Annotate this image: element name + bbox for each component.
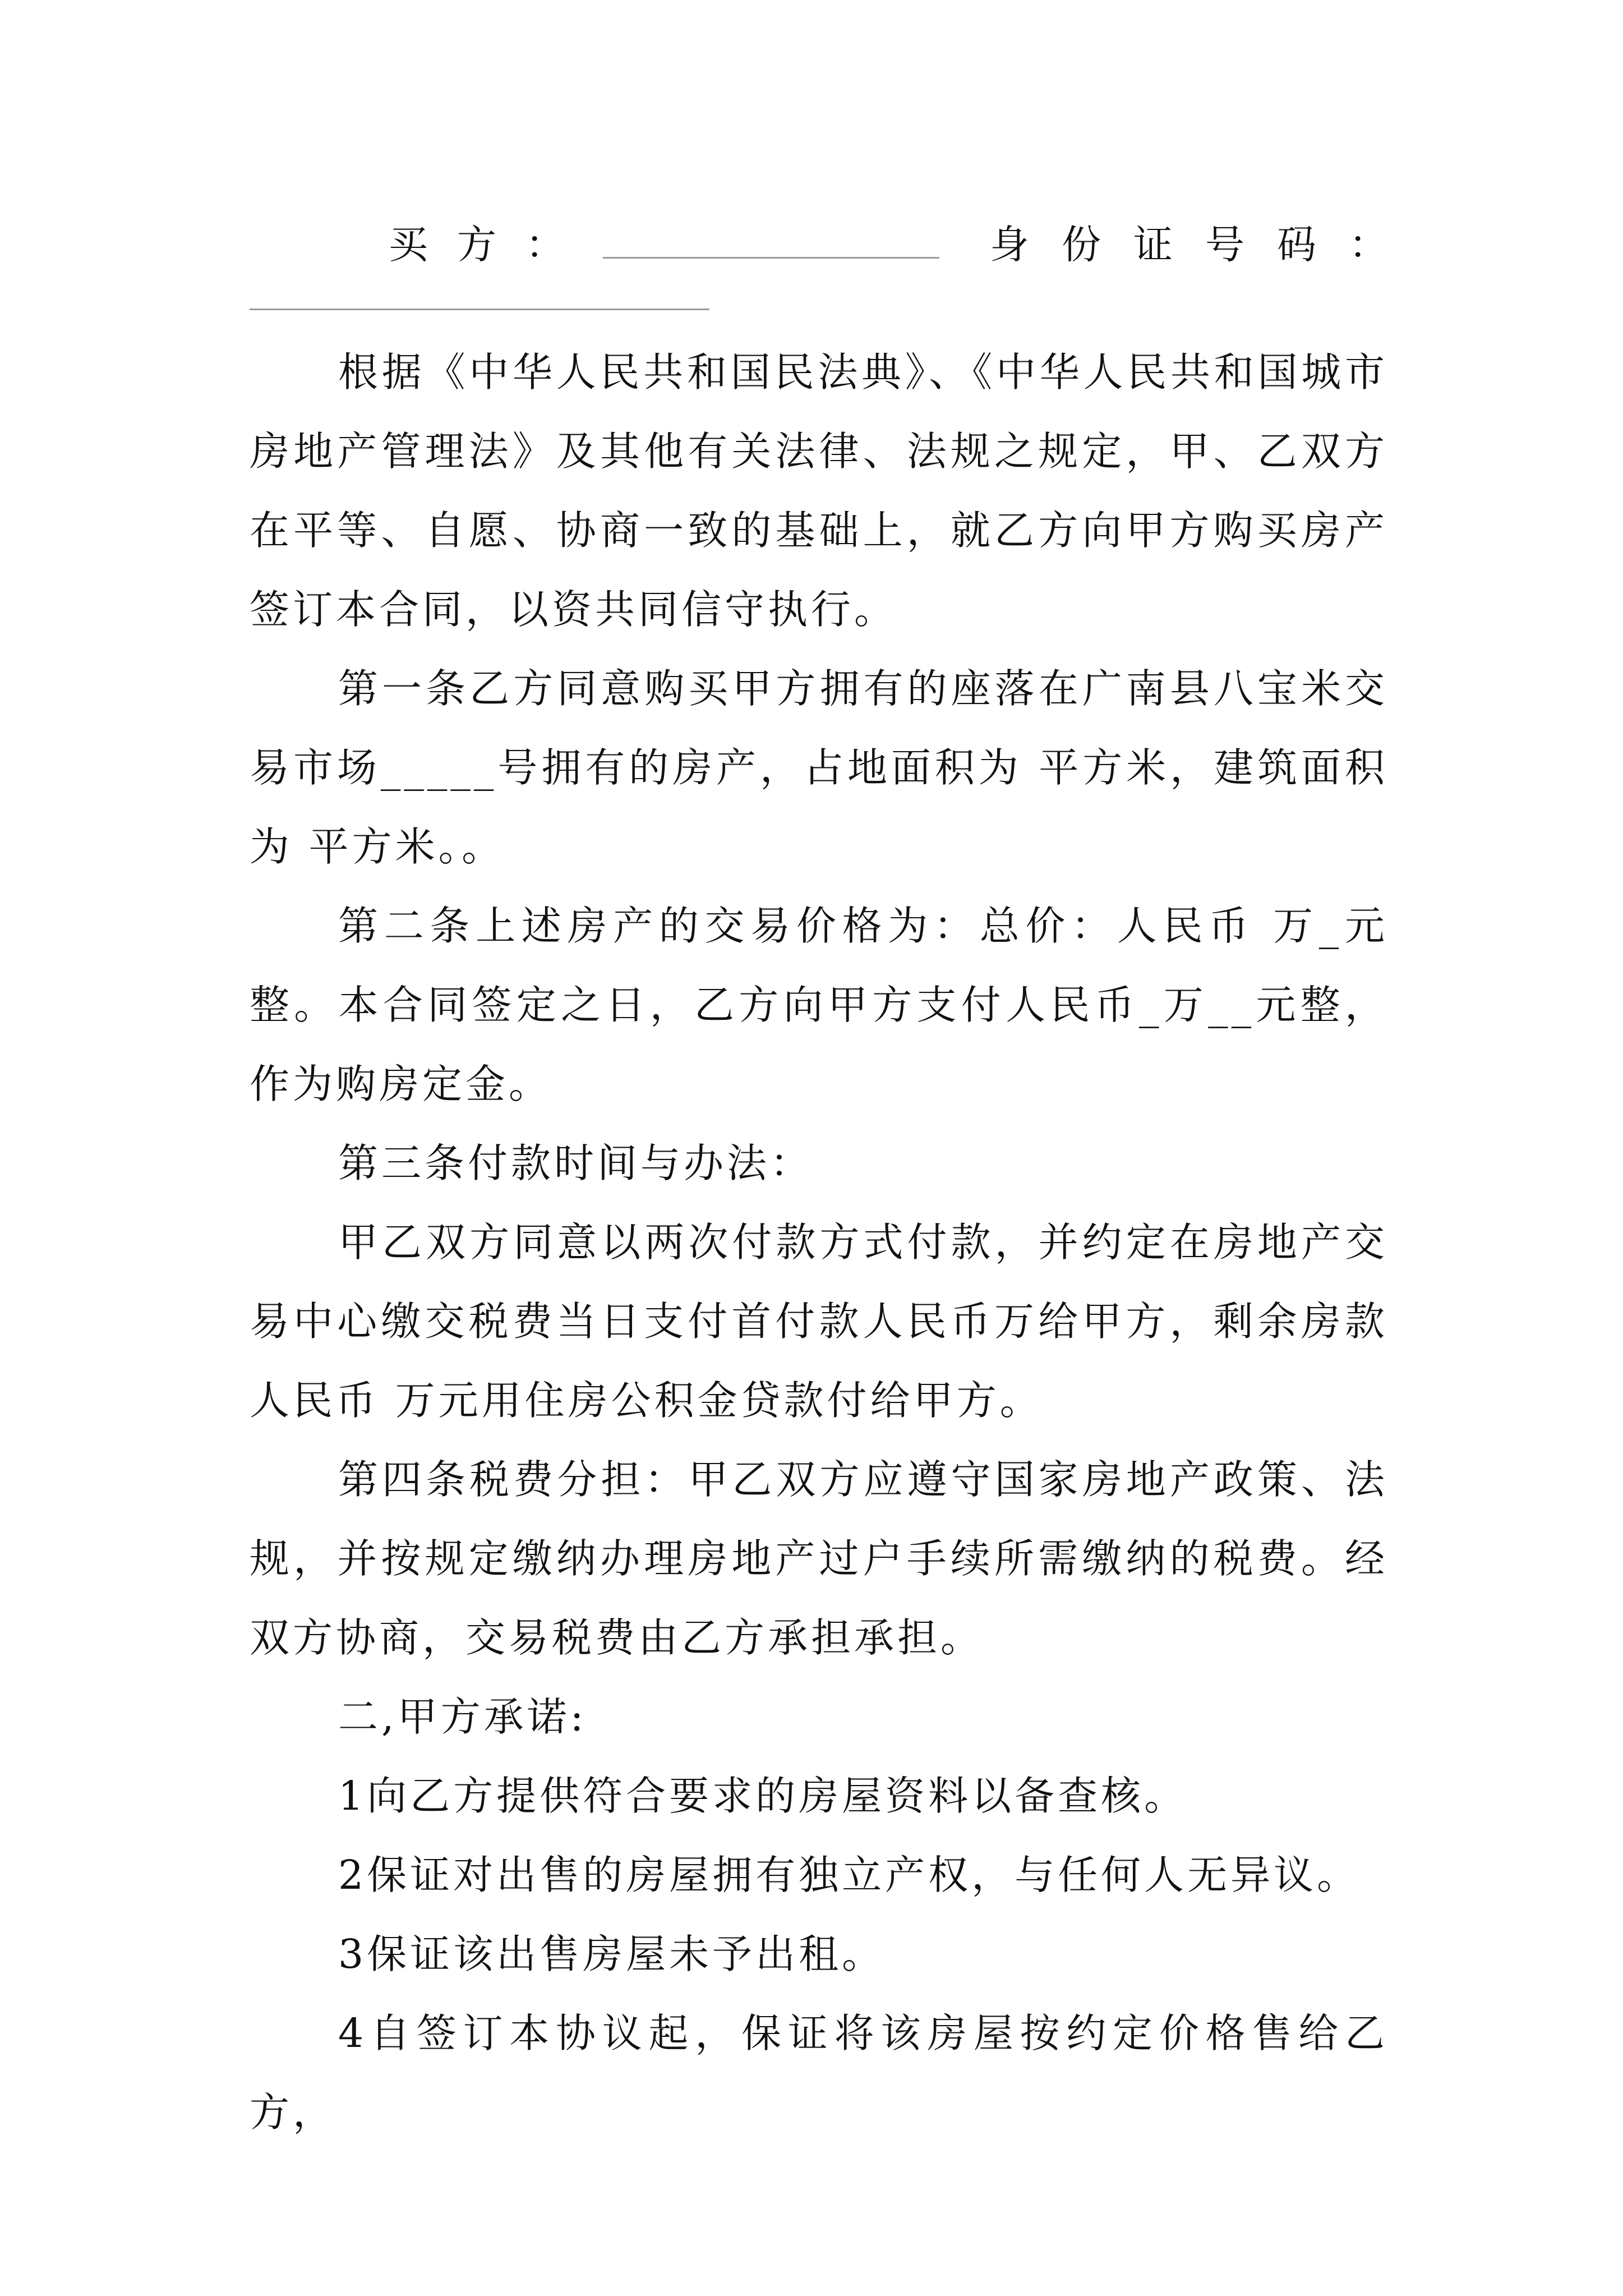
paragraph-party-a-promises: 二,甲方承诺: <box>338 1694 587 1740</box>
contract-body <box>250 333 1388 2152</box>
buyer-name-blank <box>603 257 939 259</box>
id-number-blank <box>250 309 709 310</box>
contract-page <box>250 202 1421 2152</box>
paragraph-article-4: 第四条税费分担：甲乙双方应遵守国家房地产政策、法规，并按规定缴纳办理房地产过户手续所需缴纳的税费。经双方协商，交易税费由乙方承担承担。 <box>250 1456 1388 1661</box>
paragraph-article-1: 第一条乙方同意购买甲方拥有的座落在广南县八宝米交易市场_____号拥有的房产，占地面积为 平方米，建筑面积为 平方米。。 <box>250 665 1388 870</box>
paragraph-article-3: 第三条付款时间与办法： <box>338 1140 814 1186</box>
buyer-label: 买方： <box>389 222 594 268</box>
paragraph-article-2: 第二条上述房产的交易价格为：总价：人民币 万_元整。本合同签定之日，乙方向甲方支付人民币_万__元整，作为购房定金。 <box>250 903 1388 1107</box>
buyer-info-line <box>250 202 1421 280</box>
promise-item-2: 2保证对出售的房屋拥有独立产权，与任何人无异议。 <box>338 1852 1361 1898</box>
id-number-label: 身份证号码： <box>990 222 1421 268</box>
paragraph-payment-terms: 甲乙双方同意以两次付款方式付款，并约定在房地产交易中心缴交税费当日支付首付款人民币万给甲方，剩余房款人民币 万元用住房公积金贷款付给甲方。 <box>250 1219 1388 1424</box>
promise-item-3: 3保证该出售房屋未予出租。 <box>338 1931 886 1977</box>
promise-item-4: 4自签订本协议起，保证将该房屋按约定价格售给乙方， <box>250 2010 1388 2136</box>
promise-item-1: 1向乙方提供符合要求的房屋资料以备查核。 <box>338 1773 1188 1819</box>
paragraph-preamble: 根据《中华人民共和国民法典》、《中华人民共和国城市房地产管理法》及其他有关法律、法规之规定，甲、乙双方在平等、自愿、协商一致的基础上，就乙方向甲方购买房产签订本合同，以资共同信守执行。 <box>250 349 1388 633</box>
